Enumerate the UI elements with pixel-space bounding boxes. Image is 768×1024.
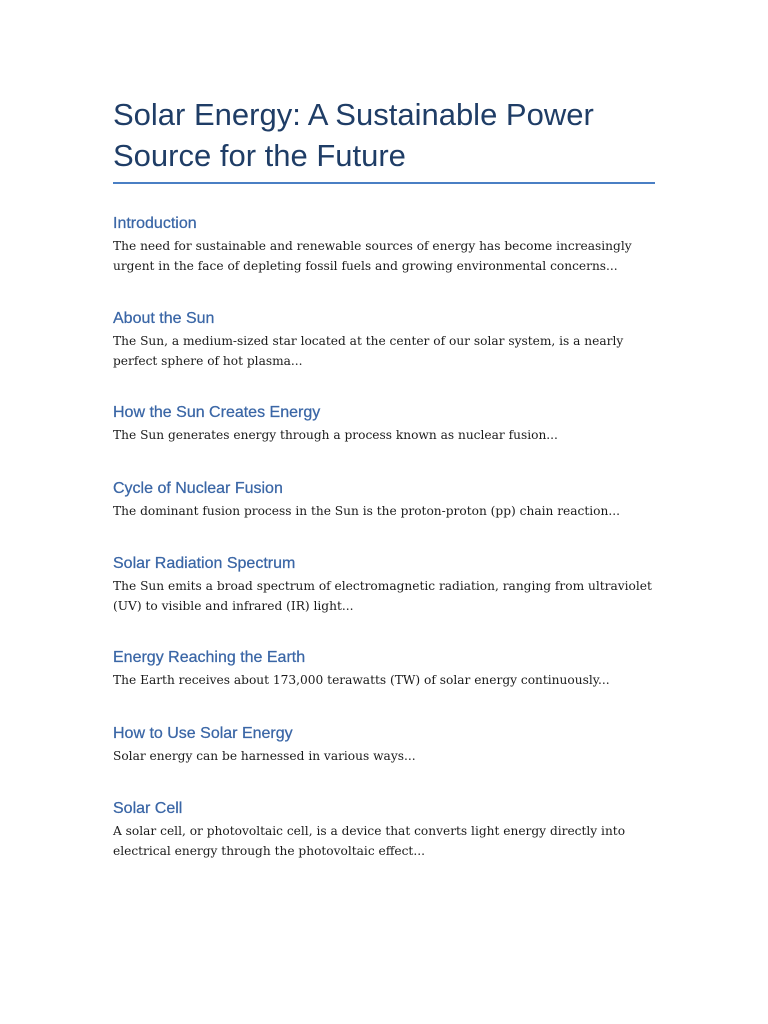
section-paragraph: The need for sustainable and renewable sources of energy has become increasingly urgent in the face of depleting fossil fuels and growing environmental concerns... — [113, 239, 632, 273]
section-introduction — [113, 214, 655, 276]
section-heading: Solar Radiation Spectrum — [113, 555, 296, 572]
section-about-the-sun — [113, 309, 655, 371]
section-how-to-use-solar-energy — [113, 724, 655, 767]
section-energy-reaching-earth — [113, 648, 655, 691]
title-divider — [113, 182, 655, 184]
document-title: Solar Energy: A Sustainable Power Source for the Future — [113, 97, 594, 173]
document-page — [113, 94, 655, 861]
section-heading: Introduction — [113, 215, 197, 232]
section-paragraph: The dominant fusion process in the Sun is the proton-proton (pp) chain reaction... — [113, 503, 620, 518]
section-solar-radiation-spectrum — [113, 554, 655, 616]
section-paragraph: The Sun, a medium-sized star located at the center of our solar system, is a nearly perfect sphere of hot plasma... — [113, 334, 624, 368]
section-heading: How the Sun Creates Energy — [113, 404, 321, 421]
section-heading: Solar Cell — [113, 800, 183, 817]
section-how-sun-creates-energy — [113, 403, 655, 446]
section-heading: How to Use Solar Energy — [113, 724, 293, 742]
section-paragraph: A solar cell, or photovoltaic cell, is a device that converts light energy directly into electrical energy through the photovoltaic effect... — [113, 824, 626, 858]
section-heading: Energy Reaching the Earth — [113, 649, 306, 666]
section-heading: Cycle of Nuclear Fusion — [113, 479, 283, 497]
section-paragraph: The Sun emits a broad spectrum of electromagnetic radiation, ranging from ultraviolet (UV) to visible and infrared (IR) light... — [113, 579, 652, 613]
section-paragraph: The Earth receives about 173,000 terawatts (TW) of solar energy continuously... — [113, 673, 610, 687]
section-heading: About the Sun — [113, 310, 215, 327]
section-paragraph: Solar energy can be harnessed in various ways... — [113, 748, 416, 763]
section-solar-cell — [113, 799, 655, 861]
section-cycle-of-nuclear-fusion — [113, 479, 655, 522]
section-paragraph: The Sun generates energy through a process known as nuclear fusion... — [113, 428, 558, 442]
